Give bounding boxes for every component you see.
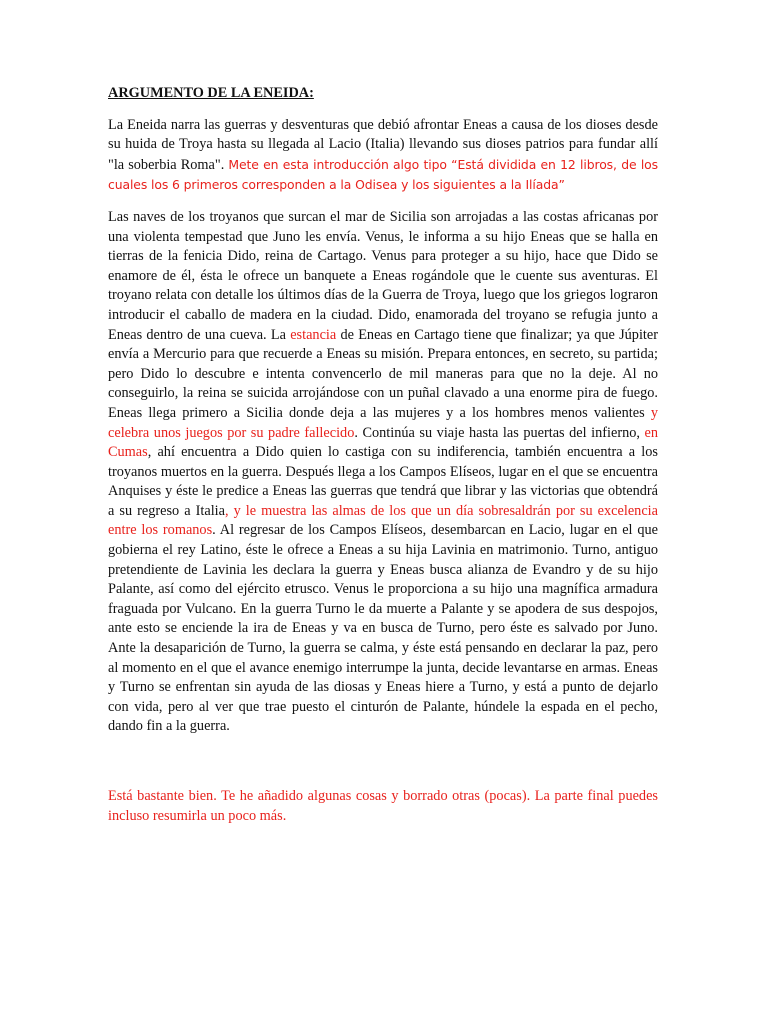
edit-insertion-4: , y le muestra las almas de los que un día sobresaldrán por su excelencia entre los romanos bbox=[108, 502, 658, 539]
summary-paragraph bbox=[108, 208, 658, 737]
document-title: ARGUMENTO DE LA ENEIDA: bbox=[108, 85, 314, 101]
summary-text-3: . Continúa su viaje hasta las puertas del infierno, bbox=[354, 424, 645, 441]
intro-paragraph bbox=[108, 116, 658, 196]
summary-text-1: Las naves de los troyanos que surcan el mar de Sicilia son arrojadas a las costas africanas por una violenta tempestad que Juno les envía. Venus, le informa a su hijo Eneas que se halla en tierras de la fenicia Dido, reina de Cartago. Venus para proteger a su hijo, hace que Dido se enamore de él, ésta le ofrece un banquete a Eneas rogándole que le cuente sus aventuras. El troyano relata con detalle los últimos días de la Guerra de Troya, luego que los griegos lograron introducir el caballo de madera en la ciudad. Dido, enamorada del troyano se refugia junto a Eneas dentro de una cueva. La bbox=[108, 208, 658, 343]
summary-text-4: , ahí encuentra a Dido quien lo castiga con su indiferencia, también encuentra a los troyanos muertos en la guerra. Después llega a los Campos Elíseos, lugar en el que se encuentra Anquises y éste le predice a Eneas las guerras que tendrá que librar y las victorias que obtendrá a su regreso a Italia bbox=[108, 444, 658, 519]
edit-insertion-1: estancia bbox=[290, 326, 337, 343]
summary-text-5: . Al regresar de los Campos Elíseos, desembarcan en Lacio, lugar en el que gobierna el rey Latino, éste le ofrece a Eneas a su hija Lavinia en matrimonio. Turno, antiguo pretendiente de Lavinia les declara la guerra y Eneas busca alianza de Evandro y de su hijo Palante, así como del ejército etrusco. Venus le proporciona a su hijo una magnífica armadura fraguada por Vulcano. En la guerra Turno le da muerte a Palante y se apodera de sus despojos, ante esto se enciende la ira de Eneas y va en busca de Turno, pero éste es salvado por Juno. Ante la desaparición de Turno, la guerra se calma, y éste está pensando en declarar la paz, pero al momento en el que el avance enemigo interrumpe la junta, decide levantarse en armas. Eneas y Turno se enfrentan sin ayuda de las diosas y Eneas hiere a Turno, y está a punto de dejarlo con vida, pero al ver que trae puesto el cinturón de Palante, húndele la espada en el pecho, dando fin a la guerra. bbox=[108, 522, 658, 735]
edit-insertion-3: en Cumas bbox=[108, 424, 659, 461]
spacer bbox=[108, 749, 658, 787]
teacher-feedback: Está bastante bien. Te he añadido algunas cosas y borrado otras (pocas). La parte final puedes incluso resumirla un poco más. bbox=[108, 788, 658, 824]
intro-text: La Eneida narra las guerras y desventuras que debió afrontar Eneas a causa de los dioses desde su huida de Troya hasta su llegada al Lacio (Italia) llevando sus dioses patrios para fundar allí "la soberbia Roma". bbox=[108, 116, 658, 173]
edit-insertion-2: y celebra unos juegos por su padre fallecido bbox=[108, 404, 658, 441]
intro-comment: Mete en esta introducción algo tipo “Está dividida en 12 libros, de los cuales los 6 primeros corresponden a la Odisea y los siguientes a la Ilíada” bbox=[108, 156, 659, 193]
document-page bbox=[108, 84, 658, 838]
summary-text-2: de Eneas en Cartago tiene que finalizar; ya que Júpiter envía a Mercurio para que recuerde a Eneas su misión. Prepara entonces, en secreto, su partida; pero Dido lo descubre e intenta convencerlo de mil maneras para que no la deje. Al no conseguirlo, la reina se suicida arrojándose con un puñal clavado a una enorme pira de fuego. Eneas llega primero a Sicilia donde deja a las mujeres y a los hombres menos valientes bbox=[108, 326, 659, 421]
